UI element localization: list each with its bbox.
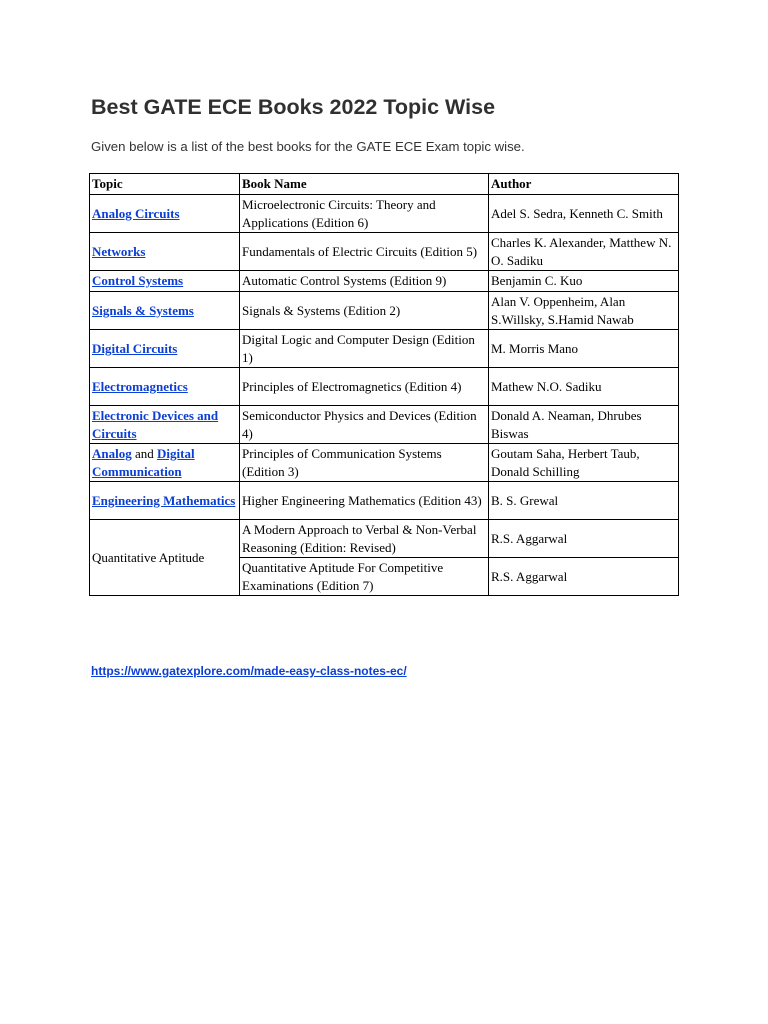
topic-cell <box>90 330 240 368</box>
book-cell: Quantitative Aptitude For Competitive Examinations (Edition 7) <box>240 558 489 596</box>
book-cell: Higher Engineering Mathematics (Edition 43) <box>240 482 489 520</box>
topic-link[interactable]: Digital Circuits <box>92 340 178 356</box>
author-cell: Mathew N.O. Sadiku <box>489 368 679 406</box>
header-topic: Topic <box>90 174 240 195</box>
topic-join-text: and <box>131 445 158 461</box>
book-cell: Automatic Control Systems (Edition 9) <box>240 271 489 292</box>
author-cell: Alan V. Oppenheim, Alan S.Willsky, S.Hamid Nawab <box>489 292 679 330</box>
table-row <box>90 482 679 520</box>
topic-cell <box>90 482 240 520</box>
book-cell: Microelectronic Circuits: Theory and Applications (Edition 6) <box>240 195 489 233</box>
book-cell: Principles of Communication Systems (Edition 3) <box>240 444 489 482</box>
topic-cell <box>90 271 240 292</box>
topic-cell <box>90 233 240 271</box>
header-book-name: Book Name <box>240 174 489 195</box>
table-row <box>90 271 679 292</box>
author-cell: B. S. Grewal <box>489 482 679 520</box>
topic-link[interactable]: Networks <box>92 243 146 259</box>
author-cell: M. Morris Mano <box>489 330 679 368</box>
book-cell: Semiconductor Physics and Devices (Edition 4) <box>240 406 489 444</box>
author-cell: R.S. Aggarwal <box>489 558 679 596</box>
book-cell: Signals & Systems (Edition 2) <box>240 292 489 330</box>
book-cell: Fundamentals of Electric Circuits (Edition 5) <box>240 233 489 271</box>
books-table <box>89 173 679 596</box>
table-row <box>90 195 679 233</box>
author-cell: Adel S. Sedra, Kenneth C. Smith <box>489 195 679 233</box>
book-cell: Digital Logic and Computer Design (Edition 1) <box>240 330 489 368</box>
topic-cell <box>90 292 240 330</box>
table-row <box>90 406 679 444</box>
page-title: Best GATE ECE Books 2022 Topic Wise <box>91 95 496 119</box>
author-cell: Goutam Saha, Herbert Taub, Donald Schilling <box>489 444 679 482</box>
author-cell: Charles K. Alexander, Matthew N. O. Sadiku <box>489 233 679 271</box>
table-header-row <box>90 174 679 195</box>
topic-link[interactable]: Analog Circuits <box>92 205 180 221</box>
table-row <box>90 444 679 482</box>
table-row <box>90 233 679 271</box>
table-row <box>90 292 679 330</box>
topic-cell: Quantitative Aptitude <box>90 520 240 596</box>
topic-link[interactable]: Electronic Devices and Circuits <box>92 407 219 441</box>
topic-link-analog[interactable]: Analog <box>92 445 132 461</box>
topic-cell <box>90 444 240 482</box>
table-row <box>90 520 679 558</box>
topic-cell <box>90 406 240 444</box>
topic-link[interactable]: Control Systems <box>92 273 184 288</box>
made-easy-notes-link[interactable]: https://www.gatexplore.com/made-easy-class-notes-ec/ <box>91 664 407 678</box>
author-cell: Benjamin C. Kuo <box>489 271 679 292</box>
topic-link[interactable]: Engineering Mathematics <box>92 492 236 508</box>
topic-link-digital-communication[interactable]: Digital Communication <box>92 445 195 479</box>
table-row <box>90 368 679 406</box>
topic-link[interactable]: Electromagnetics <box>92 378 188 394</box>
author-cell: R.S. Aggarwal <box>489 520 679 558</box>
topic-cell <box>90 195 240 233</box>
intro-text: Given below is a list of the best books for the GATE ECE Exam topic wise. <box>91 139 525 154</box>
table-row <box>90 330 679 368</box>
book-cell: Principles of Electromagnetics (Edition 4) <box>240 368 489 406</box>
book-cell: A Modern Approach to Verbal & Non-Verbal Reasoning (Edition: Revised) <box>240 520 489 558</box>
topic-cell <box>90 368 240 406</box>
topic-link[interactable]: Signals & Systems <box>92 302 194 318</box>
author-cell: Donald A. Neaman, Dhrubes Biswas <box>489 406 679 444</box>
header-author: Author <box>489 174 679 195</box>
